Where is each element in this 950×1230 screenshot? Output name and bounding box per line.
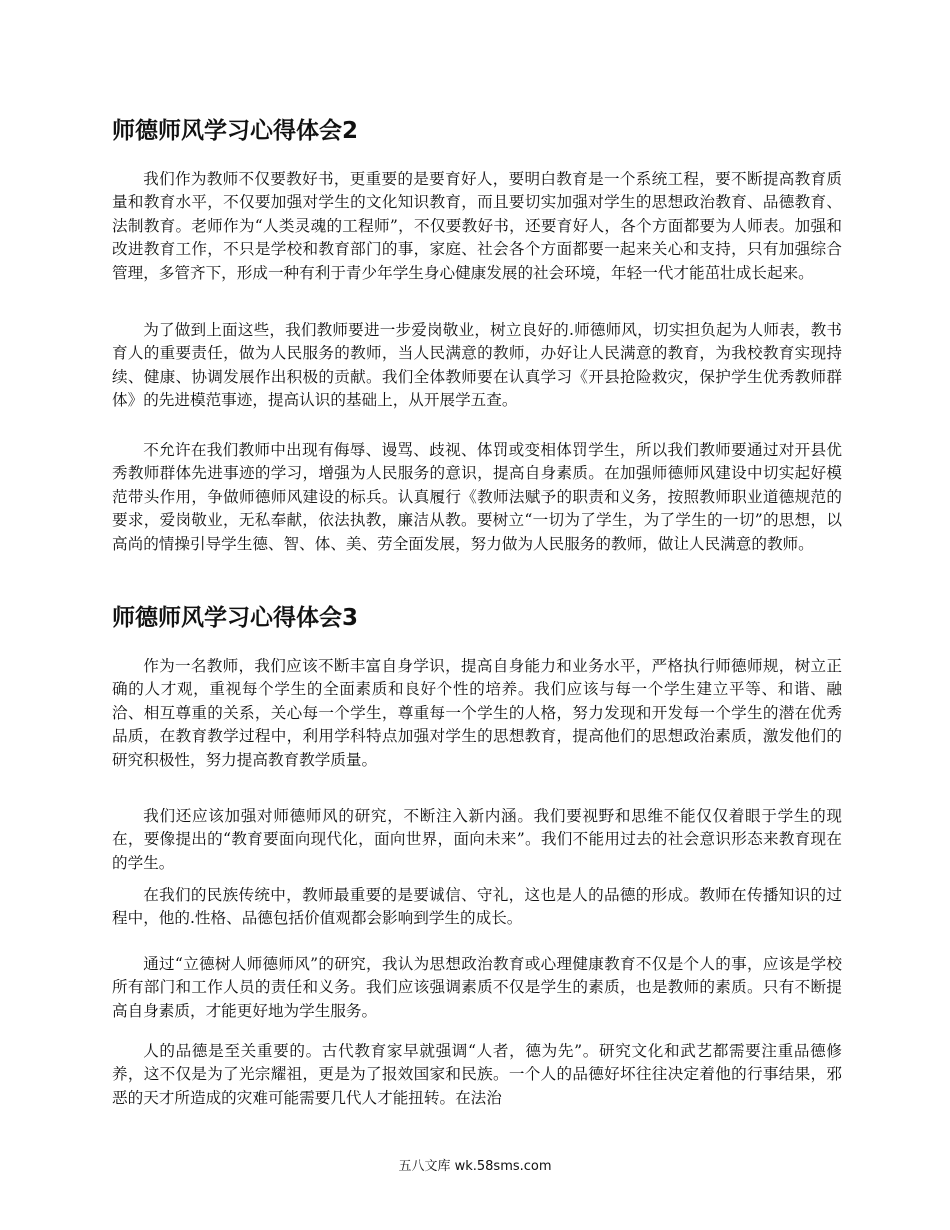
paragraph: 不允许在我们教师中出现有侮辱、谩骂、歧视、体罚或变相体罚学生，所以我们教师要通过对开县优秀教师群体先进事迹的学习，增强为人民服务的意识，提高自身素质。在加强师德师风建设中切实起好模范带头作用，争做师德师风建设的标兵。认真履行《教师法赋予的职责和义务，按照教师职业道德规范的要求，爱岗敬业，无私奉献，依法执教，廉洁从教。要树立“一切为了学生，为了学生的一切”的思想，以高尚的情操引导学生德、智、体、美、劳全面发展，努力做为人民服务的教师，做让人民满意的教师。 bbox=[112, 441, 842, 553]
footer-watermark: 五八文库 wk.58sms.com bbox=[398, 1159, 552, 1174]
paragraph: 人的品德是至关重要的。古代教育家早就强调“人者，德为先”。研究文化和武艺都需要注重品德修养，这不仅是为了光宗耀祖，更是为了报效国家和民族。一个人的品德好坏往往决定着他的行事结果，邪恶的天才所造成的灾难可能需要几代人才能扭转。在法治 bbox=[112, 1042, 842, 1107]
paragraph: 为了做到上面这些，我们教师要进一步爱岗敬业，树立良好的.师德师风，切实担负起为人师表，教书育人的重要责任，做为人民服务的教师，当人民满意的教师，办好让人民满意的教育，为我校教育实现持续、健康、协调发展作出积极的贡献。我们全体教师要在认真学习《开县抢险救灾，保护学生优秀教师群体》的先进模范事迹，提高认识的基础上，从开展学五查。 bbox=[112, 321, 842, 410]
section-title-2: 师德师风学习心得体会2 bbox=[112, 118, 359, 144]
paragraph: 通过“立德树人师德师风”的研究，我认为思想政治教育或心理健康教育不仅是个人的事，应该是学校所有部门和工作人员的责任和义务。我们应该强调素质不仅是学生的素质，也是教师的素质。只有不断提高自身素质，才能更好地为学生服务。 bbox=[112, 955, 842, 1020]
paragraph: 在我们的民族传统中，教师最重要的是要诚信、守礼，这也是人的品德的形成。教师在传播知识的过程中，他的.性格、品德包括价值观都会影响到学生的成长。 bbox=[112, 886, 842, 928]
paragraph: 我们还应该加强对师德师风的研究，不断注入新内涵。我们要视野和思维不能仅仅着眼于学生的现在，要像提出的“教育要面向现代化，面向世界，面向未来”。我们不能用过去的社会意识形态来教育现在的学生。 bbox=[112, 807, 842, 872]
paragraph: 我们作为教师不仅要教好书，更重要的是要育好人，要明白教育是一个系统工程，要不断提高教育质量和教育水平，不仅要加强对学生的文化知识教育，而且要切实加强对学生的思想政治教育、品德教育、法制教育。老师作为“人类灵魂的工程师”，不仅要教好书，还要育好人，各个方面都要为人师表。加强和改进教育工作，不只是学校和教育部门的事，家庭、社会各个方面都要一起来关心和支持，只有加强综合管理，多管齐下，形成一种有利于青少年学生身心健康发展的社会环境，年轻一代才能茁壮成长起来。 bbox=[112, 170, 842, 282]
section-title-3: 师德师风学习心得体会3 bbox=[112, 605, 359, 631]
paragraph: 作为一名教师，我们应该不断丰富自身学识，提高自身能力和业务水平，严格执行师德师规，树立正确的人才观，重视每个学生的全面素质和良好个性的培养。我们应该与每一个学生建立平等、和谐、融洽、相互尊重的关系，关心每一个学生，尊重每一个学生的人格，努力发现和开发每一个学生的潜在优秀品质，在教育教学过程中，利用学科特点加强对学生的思想教育，提高他们的思想政治素质，激发他们的研究积极性，努力提高教育教学质量。 bbox=[112, 657, 842, 769]
